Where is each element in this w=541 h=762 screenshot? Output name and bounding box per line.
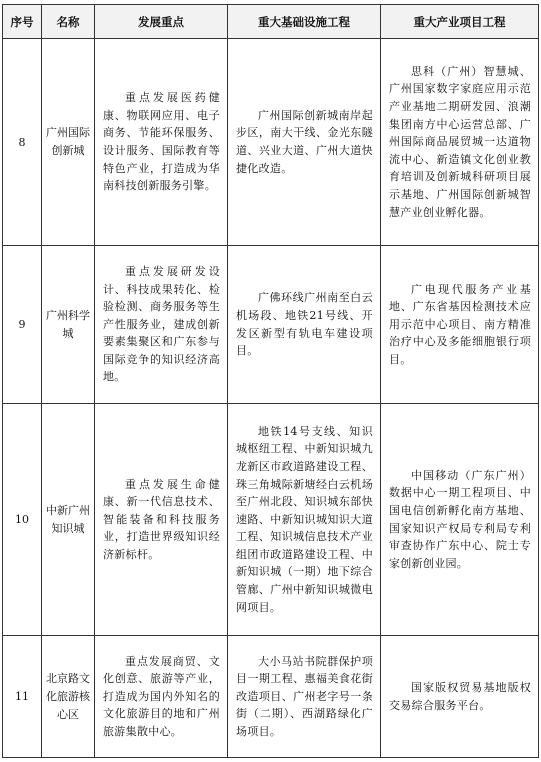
- row-name: 广州科学城: [42, 246, 95, 404]
- row-industry: 广电现代服务产业基地、广东省基因检测技术应用示范中心项目、南方精准治疗中心及多能细胞银行项目。: [381, 246, 539, 404]
- row-seq: 11: [3, 636, 42, 758]
- row-industry: 国家版权贸易基地版权交易综合服务平台。: [381, 636, 539, 758]
- table-row: [3, 404, 539, 636]
- header-row: [3, 5, 539, 39]
- row-name: 中新广州知识城: [42, 404, 95, 636]
- row-seq: 10: [3, 404, 42, 636]
- row-focus: 重点发展生命健康、新一代信息技术、智能装备和科技服务业，打造世界级知识经济新标杆。: [95, 404, 228, 636]
- row-seq: 9: [3, 246, 42, 404]
- row-focus: 重点发展研发设计、科技成果转化、检验检测、商务服务等生产性服务业，建成创新要素集聚区和广东参与国际竞争的知识经济高地。: [95, 246, 228, 404]
- header-seq: 序号: [3, 5, 42, 39]
- row-infra: 大小马站书院群保护项目一期工程、惠福美食花街改造项目、广州老字号一条街（二期）、西湖路绿化广场项目。: [228, 636, 381, 758]
- row-infra: 广佛环线广州南至白云机场段、地铁21号线、开发区新型有轨电车建设项目。: [228, 246, 381, 404]
- row-focus: 重点发展商贸、文化创意、旅游等产业，打造成为国内外知名的文化旅游目的地和广州旅游集散中心。: [95, 636, 228, 758]
- row-seq: 8: [3, 39, 42, 246]
- row-industry: 中国移动（广东广州）数据中心一期工程项目、中国电信创新孵化南方基地、国家知识产权局专利局专利审查协作广东中心、院士专家创新创业园。: [381, 404, 539, 636]
- table-row: [3, 39, 539, 246]
- header-focus: 发展重点: [95, 5, 228, 39]
- row-focus: 重点发展医药健康、物联网应用、电子商务、节能环保服务、设计服务、国际教育等特色产业，打造成为华南科技创新服务引擎。: [95, 39, 228, 246]
- header-industry: 重大产业项目工程: [381, 5, 539, 39]
- row-infra: 地铁14号支线、知识城枢纽工程、中新知识城九龙新区市政道路建设工程、珠三角城际新塘经白云机场至广州北段、知识城东部快速路、中新知识城知识大道工程、知识城信息技术产业组团市政道路建设工程、中新知识城（一期）地下综合管廊、广州中新知识城微电网项目。: [228, 404, 381, 636]
- development-table: [2, 4, 539, 758]
- table-row: [3, 246, 539, 404]
- row-name: 北京路文化旅游核心区: [42, 636, 95, 758]
- row-infra: 广州国际创新城南岸起步区，南大干线、金光东隧道、兴业大道、广州大道快捷化改造。: [228, 39, 381, 246]
- header-infra: 重大基础设施工程: [228, 5, 381, 39]
- table-row: [3, 636, 539, 758]
- row-name: 广州国际创新城: [42, 39, 95, 246]
- header-name: 名称: [42, 5, 95, 39]
- row-industry: 思科（广州）智慧城、广州国家数字家庭应用示范产业基地二期研发园、浪潮集团南方中心运营总部、广州国际商品展贸城一达道物流中心、新造镇文化创业教育培训及创新城科研项目展示基地、广州国际创新城智慧产业创业孵化器。: [381, 39, 539, 246]
